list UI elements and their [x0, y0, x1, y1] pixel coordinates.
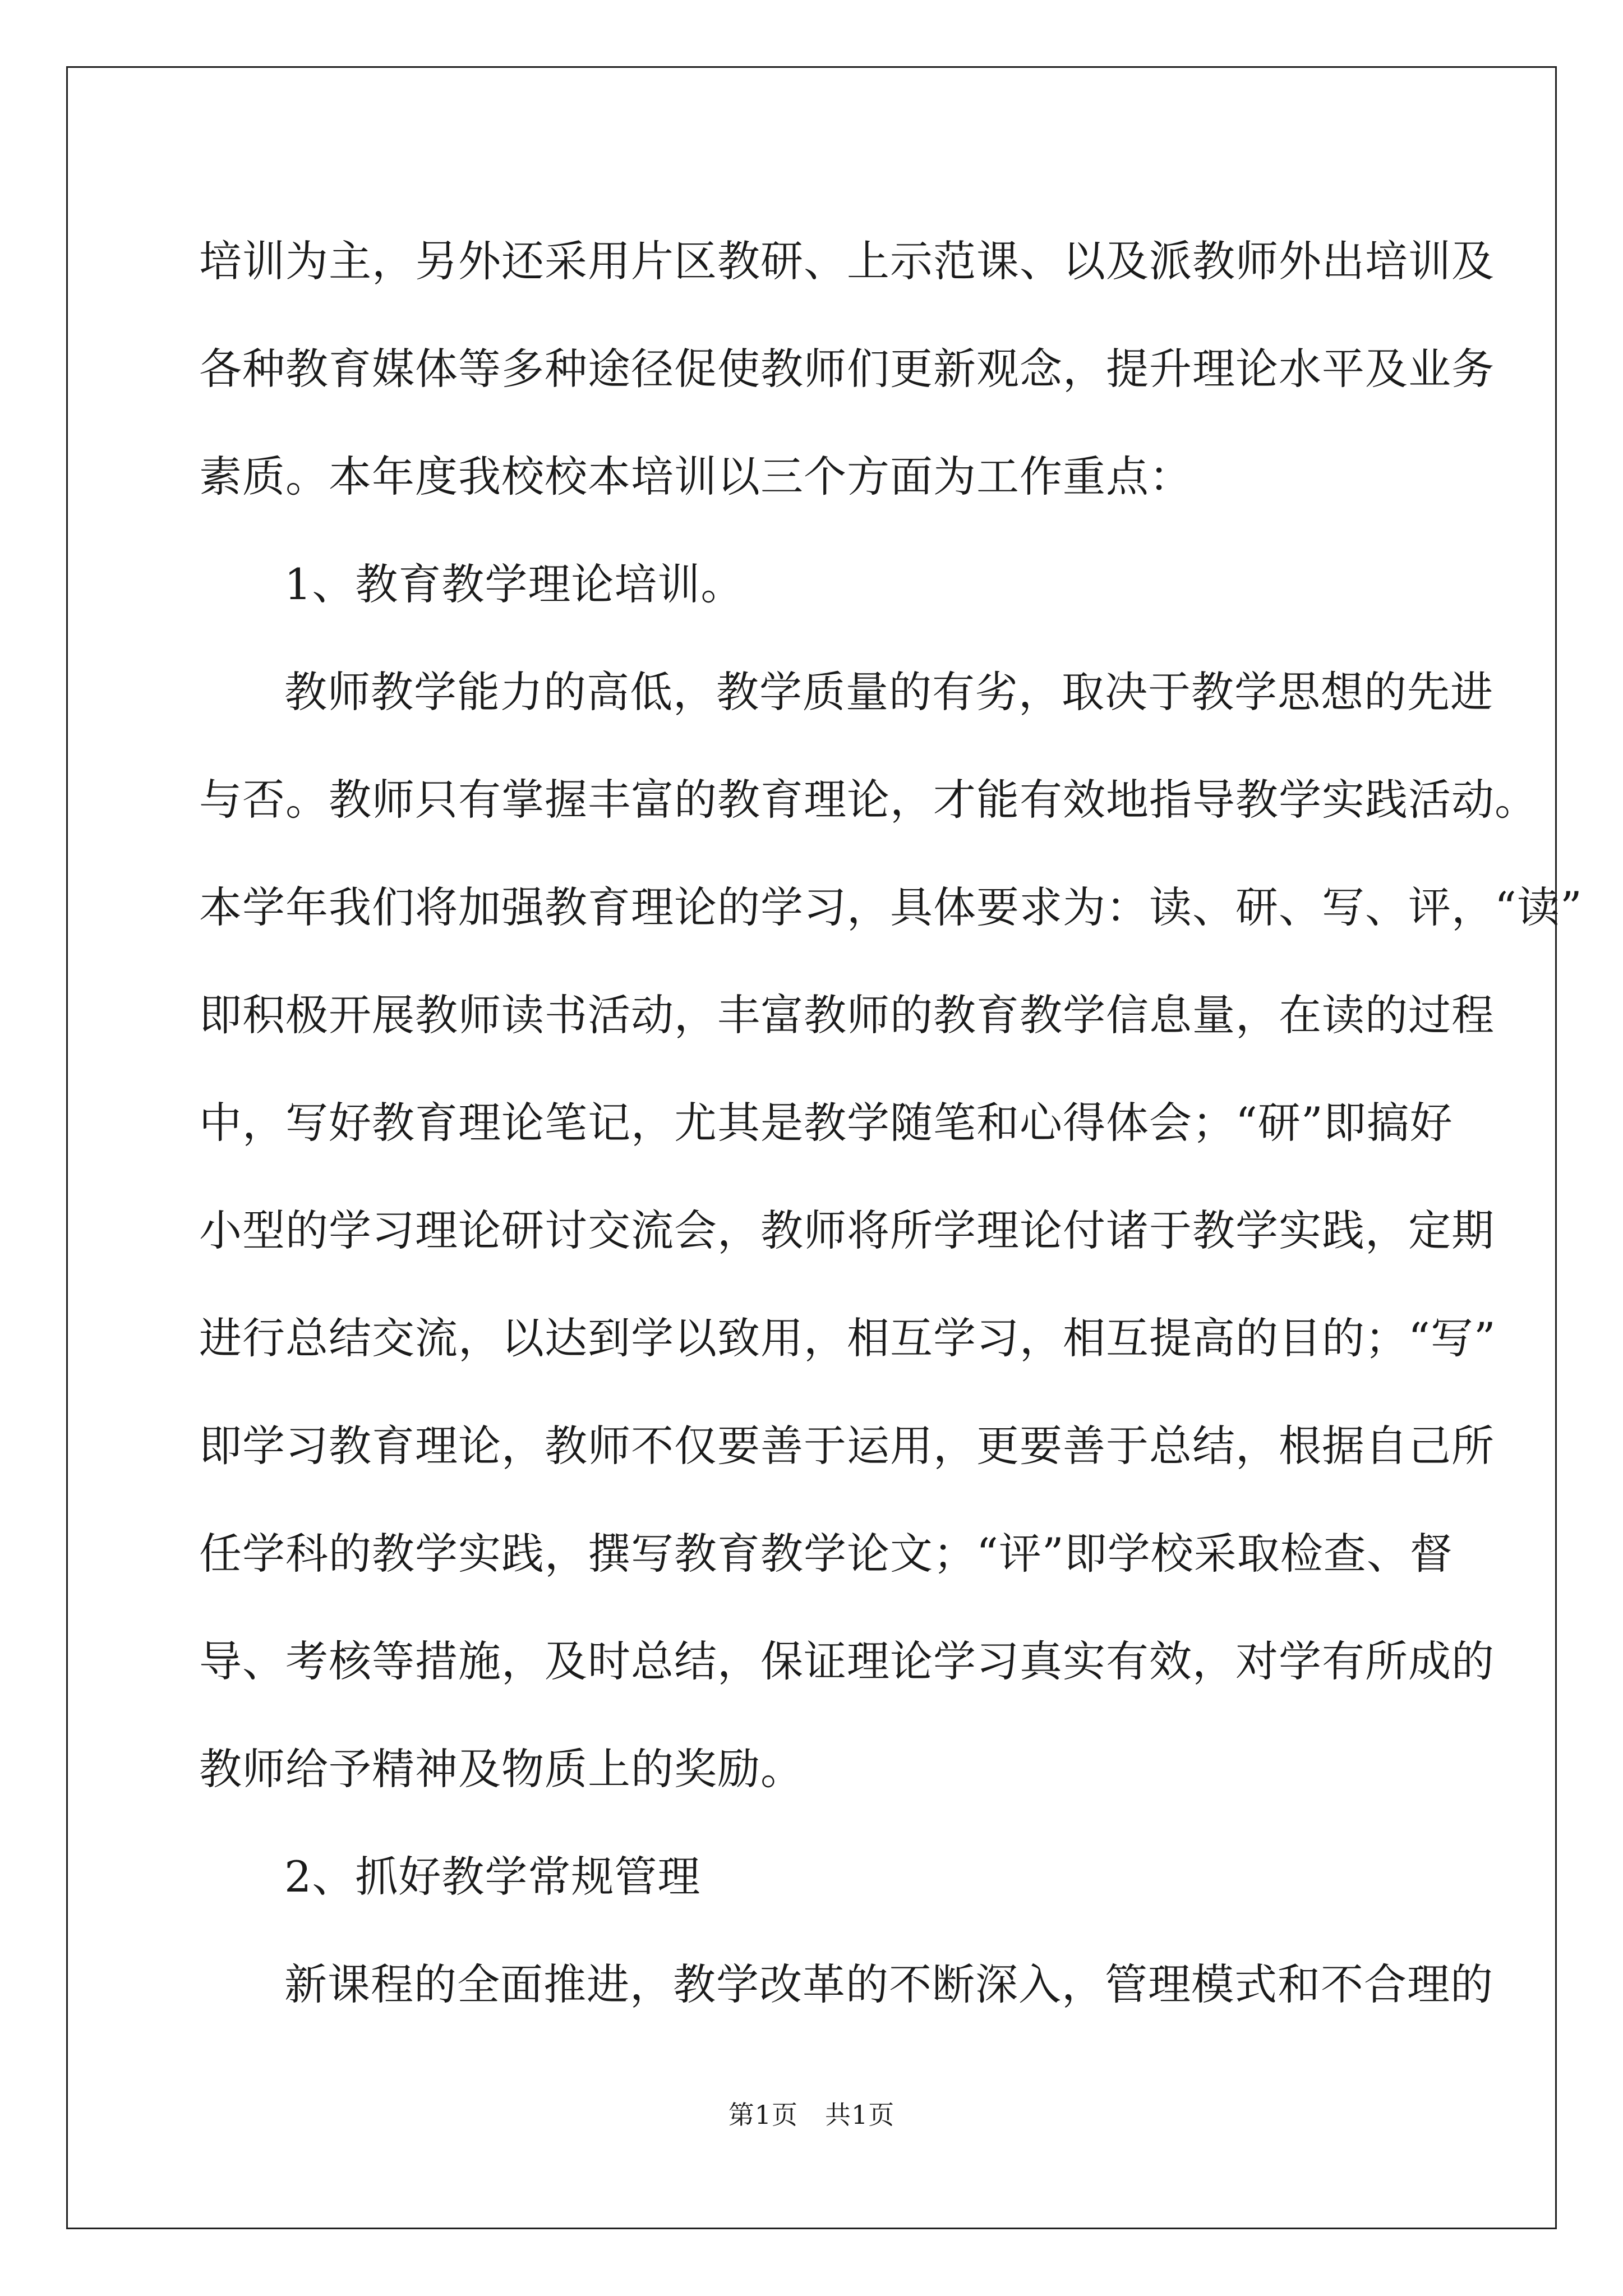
text-line: 本学年我们将加强教育理论的学习，具体要求为：读、研、写、评，“读” — [199, 882, 1583, 932]
document-body — [199, 208, 1583, 2039]
text-line: 即学习教育理论，教师不仅要善于运用，更要善于总结，根据自己所 — [199, 1421, 1495, 1471]
text-line: 新课程的全面推进，教学改革的不断深入，管理模式和不合理的 — [284, 1959, 1493, 2009]
page-footer — [0, 2098, 1623, 2132]
text-line: 进行总结交流，以达到学以致用，相互学习，相互提高的目的；“写” — [199, 1313, 1496, 1363]
text-line: 1、教育教学理论培训。 — [284, 559, 744, 609]
text-line: 素质。本年度我校校本培训以三个方面为工作重点： — [199, 452, 1192, 501]
total-pages-label: 共1页 — [825, 2100, 895, 2130]
text-line: 即积极开展教师读书活动，丰富教师的教育教学信息量，在读的过程 — [199, 990, 1495, 1040]
text-line: 教师给予精神及物质上的奖励。 — [199, 1744, 804, 1794]
text-line: 培训为主，另外还采用片区教研、上示范课、以及派教师外出培训及 — [199, 236, 1495, 286]
text-line: 各种教育媒体等多种途径促使教师们更新观念，提升理论水平及业务 — [199, 344, 1495, 394]
text-line: 小型的学习理论研讨交流会，教师将所学理论付诸于教学实践，定期 — [199, 1205, 1495, 1255]
text-line: 中，写好教育理论笔记，尤其是教学随笔和心得体会；“研”即搞好 — [199, 1098, 1453, 1148]
page-number-label: 第1页 — [728, 2100, 798, 2130]
text-line: 任学科的教学实践，撰写教育教学论文；“评”即学校采取检查、督 — [199, 1529, 1453, 1579]
text-line: 导、考核等措施，及时总结，保证理论学习真实有效，对学有所成的 — [199, 1636, 1495, 1686]
text-line: 2、抓好教学常规管理 — [284, 1852, 701, 1902]
text-line: 与否。教师只有掌握丰富的教育理论，才能有效地指导教学实践活动。 — [199, 775, 1538, 825]
text-line: 教师教学能力的高低，教学质量的有劣，取决于教学思想的先进 — [284, 667, 1493, 717]
